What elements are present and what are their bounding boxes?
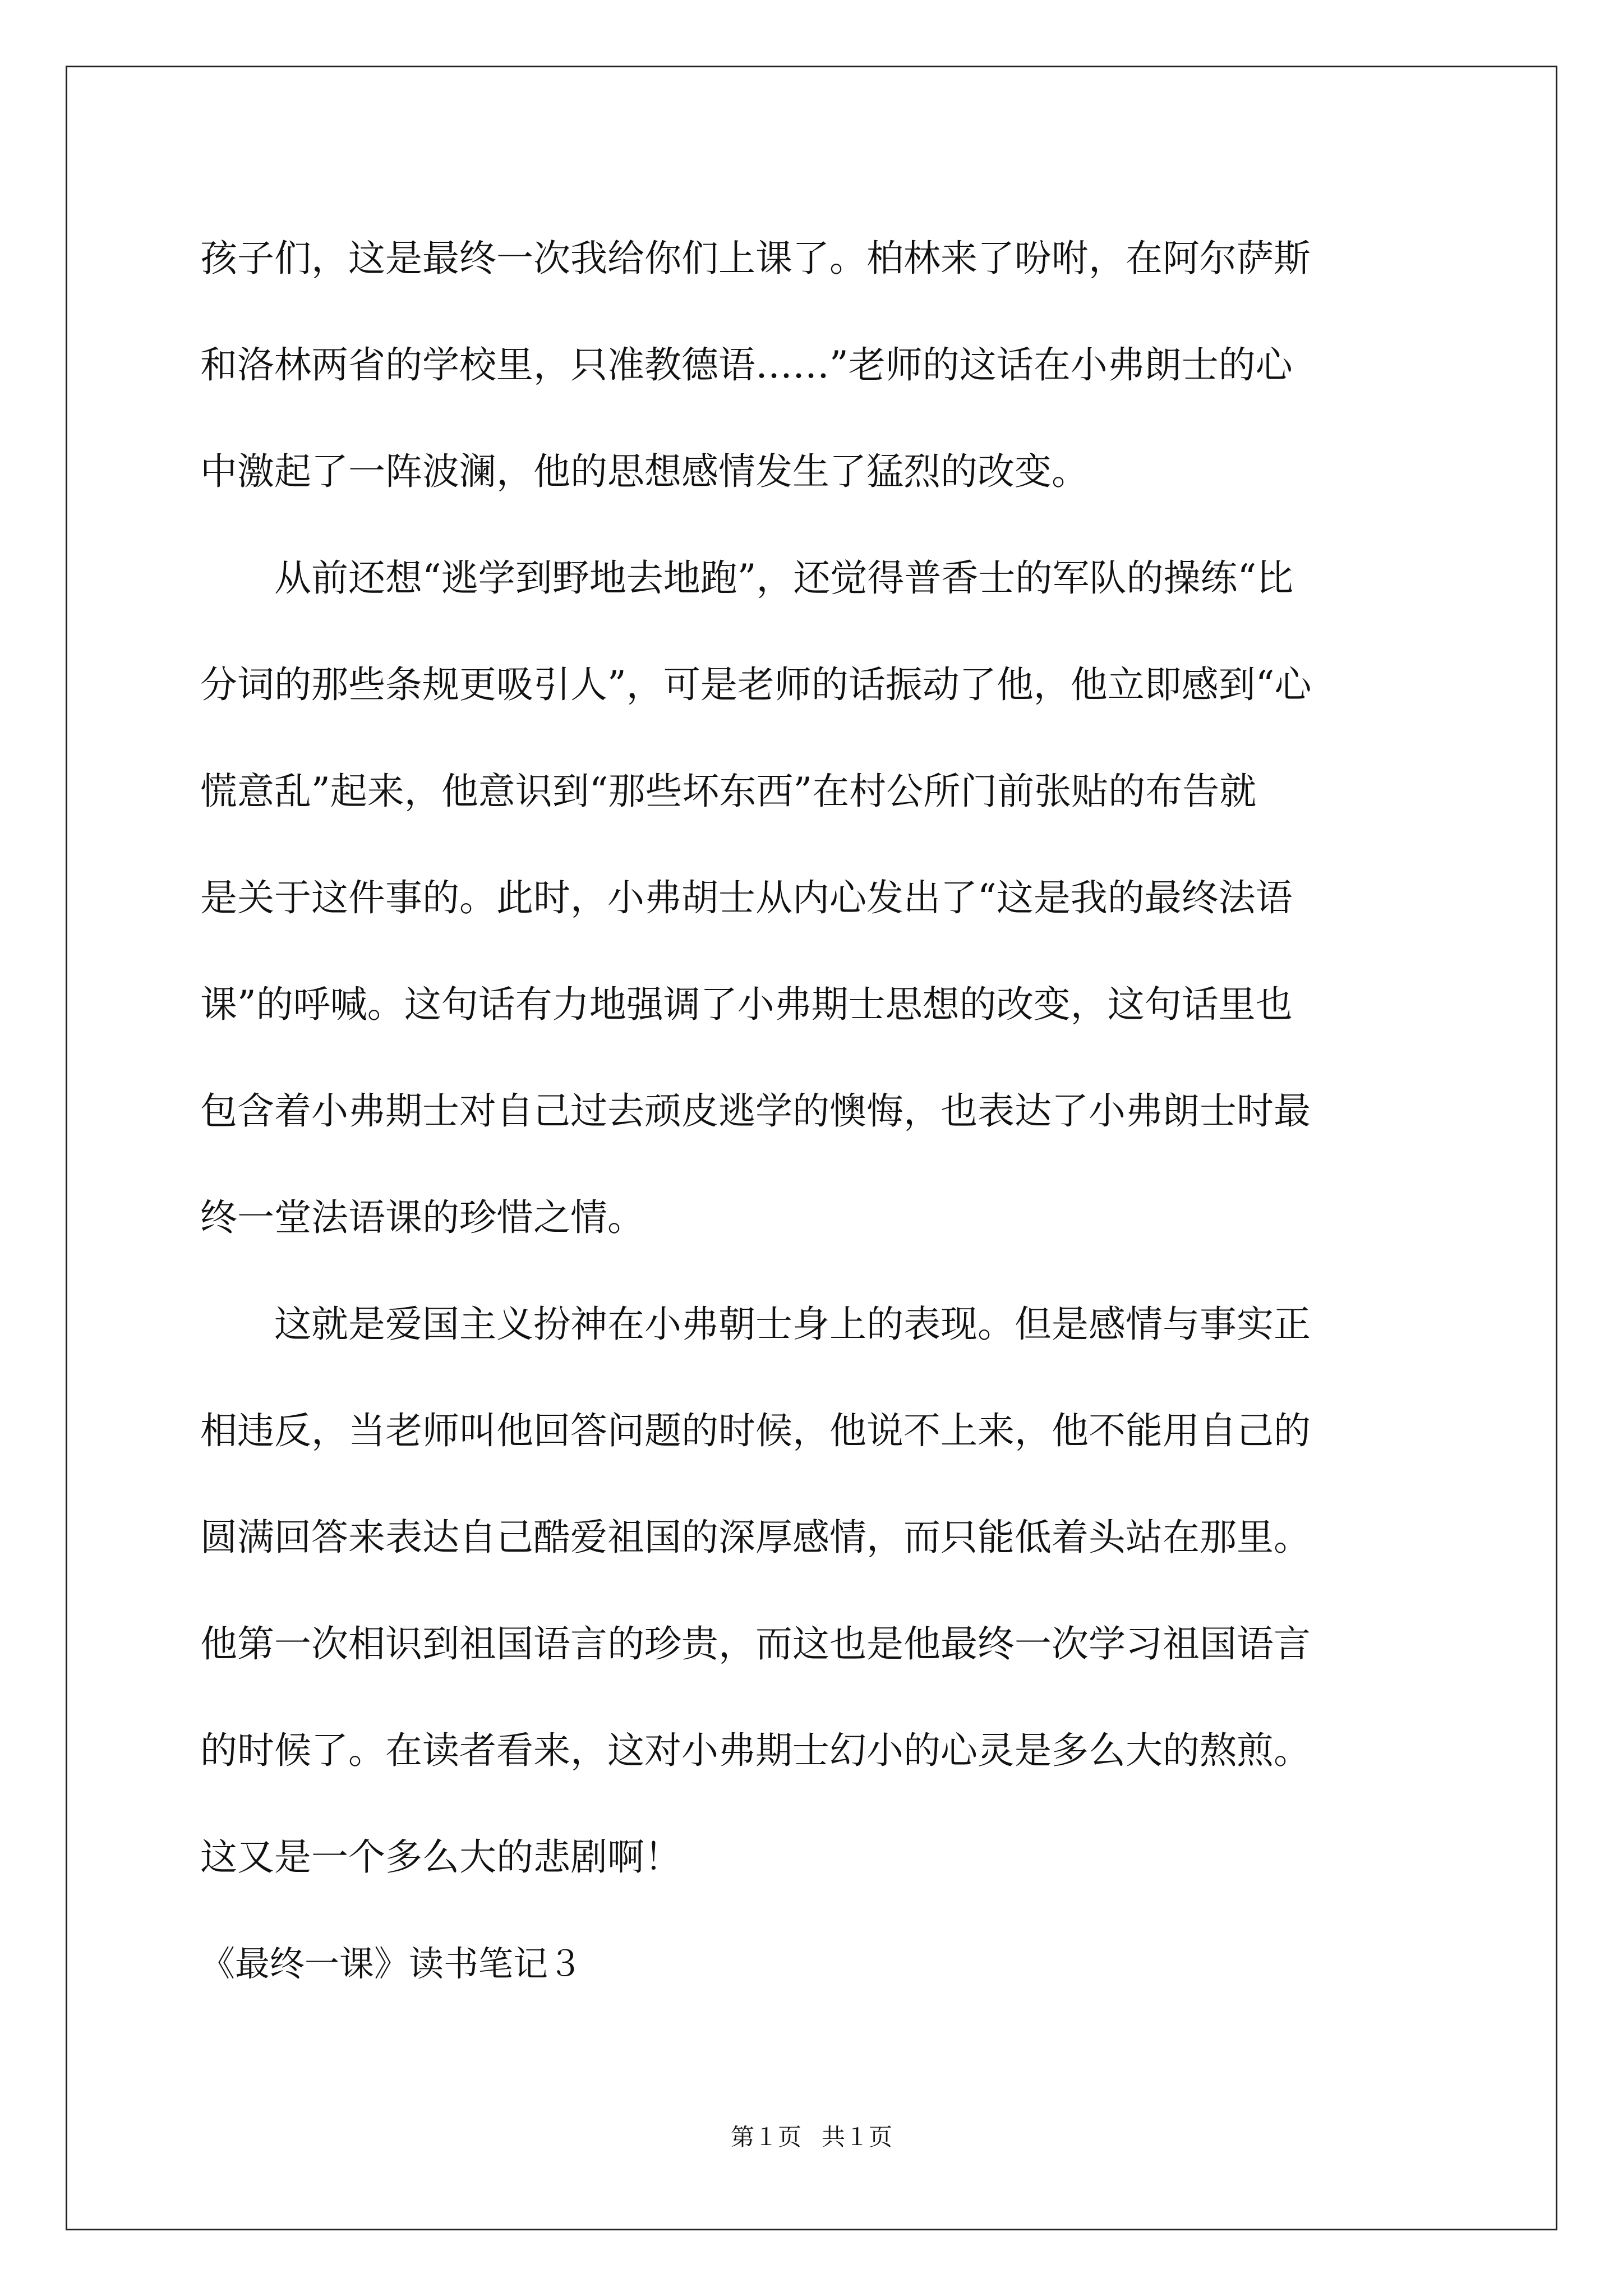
text-line: 孩子们，这是最终一次我给你们上课了。柏林来了吩咐，在阿尔萨斯: [200, 237, 1311, 280]
text-line: 相违反，当老师叫他回答问题的时候，他说不上来，他不能用自己的: [200, 1409, 1311, 1452]
text-line: 这就是爱国主义扮神在小弗朝士身上的表现。但是感情与事实正: [200, 1303, 1311, 1346]
text-line: 中激起了一阵波澜，他的思想感情发生了猛烈的改变。: [200, 450, 1089, 493]
text-line: 圆满回答来表达自己酷爱祖国的深厚感情，而只能低着头站在那里。: [200, 1516, 1311, 1559]
text-line: 是关于这件事的。此时，小弗胡士从内心发出了“这是我的最终法语: [200, 876, 1293, 919]
document-body: [200, 205, 1428, 2017]
page-footer: [0, 2120, 1623, 2154]
text-line: 的时候了。在读者看来，这对小弗期士幻小的心灵是多么大的熬煎。: [200, 1729, 1311, 1772]
text-line: 和洛林两省的学校里，只准教德语……”老师的这话在小弗朗士的心: [200, 343, 1293, 386]
text-line: 终一堂法语课的珍惜之情。: [200, 1196, 644, 1239]
text-line: 慌意乱”起来，他意识到“那些坏东西”在村公所门前张贴的布告就: [200, 770, 1257, 813]
page-number: 第１页: [730, 2123, 801, 2151]
text-line: 这又是一个多么大的悲剧啊！: [200, 1835, 681, 1879]
text-line: 分词的那些条规更吸引人”，可是老师的话振动了他，他立即感到“心: [200, 663, 1312, 706]
text-line: 从前还想“逃学到野地去地跑”，还觉得普香士的军队的操练“比: [200, 556, 1294, 600]
page-total: 共１页: [822, 2123, 893, 2151]
section-heading: 《最终一课》读书笔记３: [200, 1943, 583, 1984]
text-line: 包含着小弗期士对自己过去顽皮逃学的懊悔，也表达了小弗朗士时最: [200, 1089, 1311, 1133]
text-line: 课”的呼喊。这句话有力地强调了小弗期士思想的改变，这句话里也: [200, 983, 1293, 1026]
text-line: 他第一次相识到祖国语言的珍贵，而这也是他最终一次学习祖国语言: [200, 1622, 1311, 1665]
